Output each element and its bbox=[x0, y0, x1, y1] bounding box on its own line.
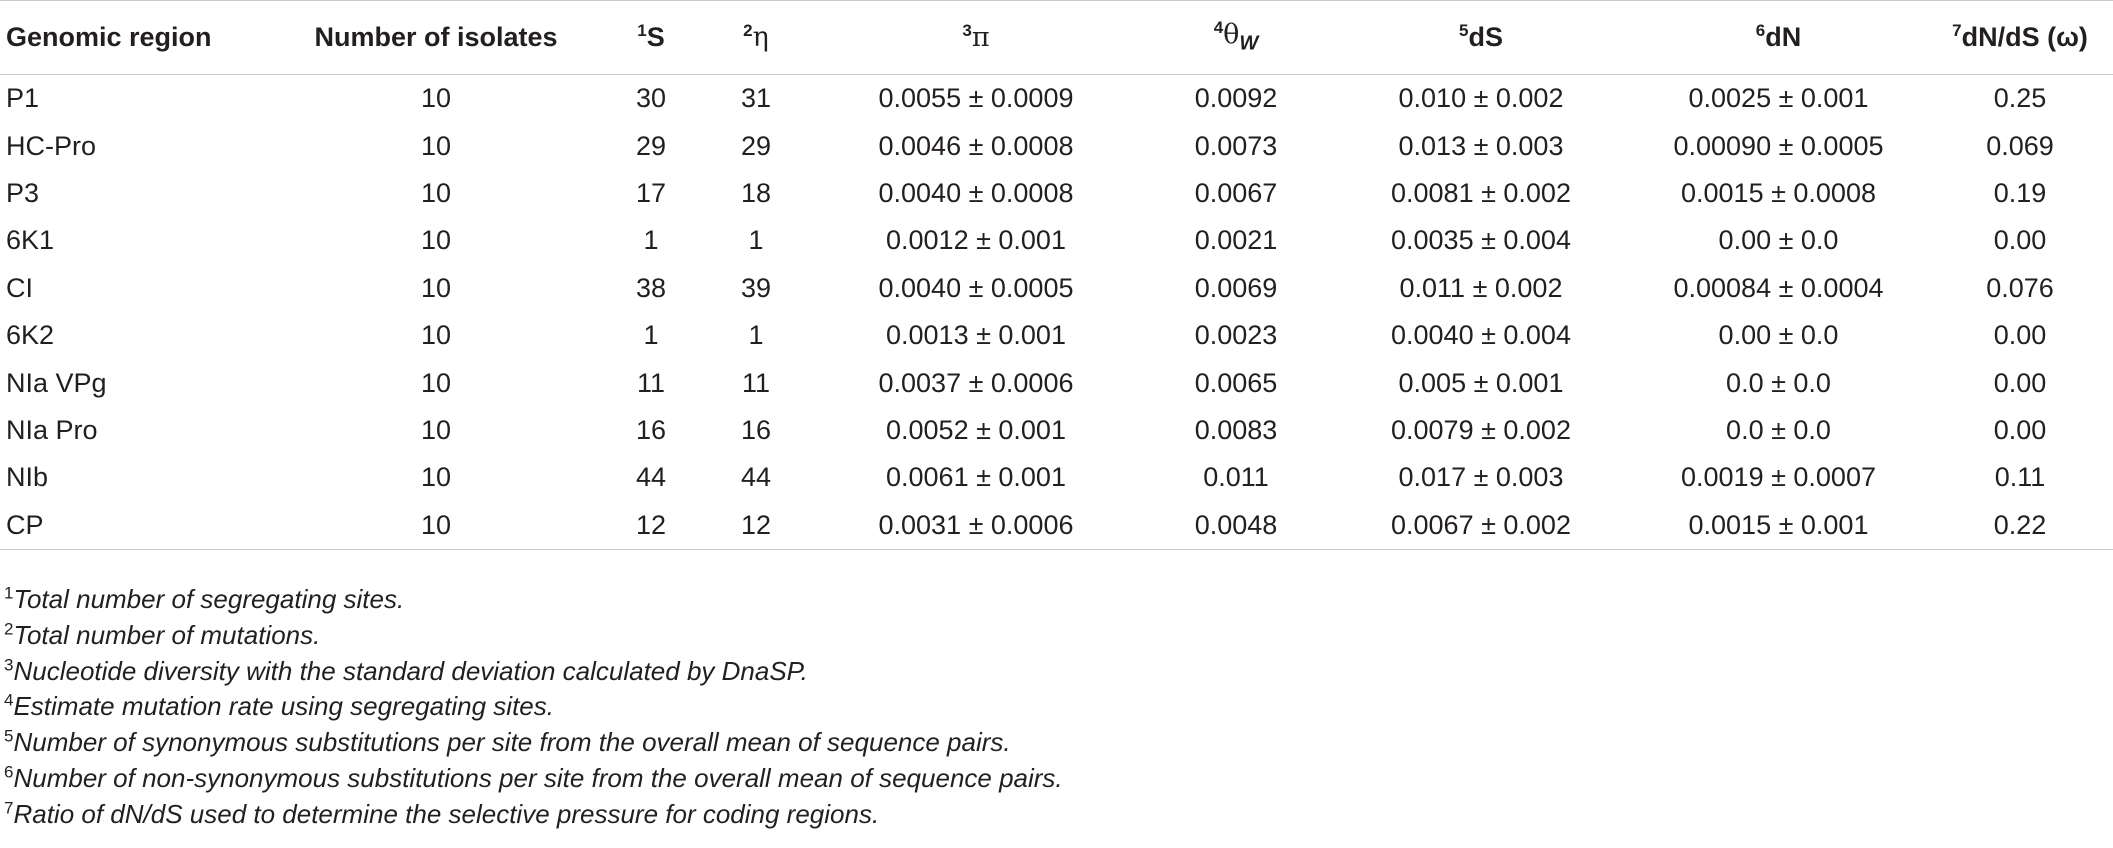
cell-dn: 0.0025 ± 0.001 bbox=[1688, 83, 1869, 114]
cell-ratio: 0.25 bbox=[1993, 83, 2047, 114]
cell-s: 1 bbox=[643, 225, 659, 256]
cell-s: 11 bbox=[636, 367, 666, 398]
cell-region: CI bbox=[6, 272, 33, 303]
cell-isolates: 10 bbox=[420, 367, 452, 398]
cell-s: 29 bbox=[635, 130, 667, 161]
cell-s: 16 bbox=[635, 414, 667, 445]
cell-eta: 39 bbox=[740, 272, 772, 303]
footnote: $^1$Total number of segregating sites. bbox=[4, 583, 405, 614]
header-dn: $^6$dN bbox=[1636, 1, 1921, 75]
cell-ratio: 0.11 bbox=[1994, 462, 2046, 493]
cell-theta: 0.0067 bbox=[1194, 177, 1278, 208]
footnote: $^6$Number of non-synonymous substitutions per site from the overall mean of sequence pairs. bbox=[4, 762, 1063, 793]
footnote: $^2$Total number of mutations. bbox=[4, 619, 321, 650]
cell-dn: 0.00 ± 0.0 bbox=[1718, 225, 1839, 256]
footnote: $^4$Estimate mutation rate using segregating sites. bbox=[4, 690, 554, 722]
header-ds: $^5$dS bbox=[1326, 1, 1636, 75]
cell-ratio: 0.00 bbox=[1993, 225, 2047, 256]
header-genomic-region: Genomic region bbox=[0, 1, 276, 75]
cell-isolates: 10 bbox=[420, 414, 452, 445]
cell-ds: 0.0040 ± 0.004 bbox=[1391, 320, 1571, 351]
cell-pi: 0.0046 ± 0.0008 bbox=[878, 130, 1074, 161]
cell-dn: 0.0 ± 0.0 bbox=[1726, 367, 1831, 398]
cell-region: 6K2 bbox=[6, 320, 55, 351]
cell-ratio: 0.069 bbox=[1986, 130, 2054, 161]
cell-region: 6K1 bbox=[6, 225, 55, 256]
cell-eta: 18 bbox=[740, 177, 772, 208]
table-row bbox=[0, 75, 2113, 123]
cell-s: 44 bbox=[635, 462, 667, 493]
cell-ds: 0.0035 ± 0.004 bbox=[1391, 225, 1571, 256]
cell-ds: 0.0079 ± 0.002 bbox=[1391, 414, 1571, 445]
footnote: $^7$Ratio of dN/dS used to determine the selective pressure for coding regions. bbox=[4, 798, 880, 829]
cell-theta: 0.0073 bbox=[1194, 130, 1278, 161]
cell-pi: 0.0040 ± 0.0008 bbox=[878, 177, 1074, 208]
table-row bbox=[0, 312, 2113, 359]
cell-dn: 0.00 ± 0.0 bbox=[1718, 320, 1839, 351]
cell-isolates: 10 bbox=[420, 272, 452, 303]
cell-dn: 0.00084 ± 0.0004 bbox=[1673, 272, 1884, 303]
cell-s: 38 bbox=[635, 272, 667, 303]
cell-theta: 0.011 bbox=[1203, 462, 1269, 493]
cell-ds: 0.011 ± 0.002 bbox=[1399, 272, 1563, 303]
cell-ds: 0.005 ± 0.001 bbox=[1398, 367, 1564, 398]
table-row bbox=[0, 170, 2113, 217]
cell-isolates: 10 bbox=[420, 320, 452, 351]
cell-eta: 1 bbox=[748, 320, 764, 351]
table-row bbox=[0, 407, 2113, 454]
cell-ds: 0.0081 ± 0.002 bbox=[1391, 177, 1571, 208]
cell-region: CP bbox=[0, 502, 276, 550]
cell-ratio: 0.00 bbox=[1993, 414, 2047, 445]
cell-ds: 0.0067 ± 0.002 bbox=[1326, 502, 1636, 550]
cell-dn: 0.0019 ± 0.0007 bbox=[1681, 462, 1876, 493]
header-dn-ds-ratio: $^7$dN/dS (ω) bbox=[1921, 1, 2113, 75]
cell-theta: 0.0092 bbox=[1194, 83, 1278, 114]
cell-eta: 12 bbox=[706, 502, 806, 550]
cell-ratio: 0.22 bbox=[1921, 502, 2113, 550]
cell-isolates: 10 bbox=[420, 130, 452, 161]
cell-isolates: 10 bbox=[420, 177, 452, 208]
table-row bbox=[0, 217, 2113, 264]
cell-region: NIa Pro bbox=[6, 414, 98, 445]
cell-isolates: 10 bbox=[420, 83, 452, 114]
cell-isolates: 10 bbox=[420, 225, 452, 256]
cell-theta: 0.0023 bbox=[1194, 320, 1278, 351]
cell-eta: 44 bbox=[740, 462, 772, 493]
cell-pi: 0.0013 ± 0.001 bbox=[886, 320, 1066, 351]
cell-isolates: 10 bbox=[276, 502, 596, 550]
table-row bbox=[0, 122, 2113, 169]
cell-ds: 0.010 ± 0.002 bbox=[1398, 83, 1564, 114]
cell-pi: 0.0040 ± 0.0005 bbox=[878, 272, 1074, 303]
cell-pi: 0.0055 ± 0.0009 bbox=[878, 83, 1074, 114]
cell-ds: 0.013 ± 0.003 bbox=[1398, 130, 1564, 161]
cell-pi: 0.0012 ± 0.001 bbox=[886, 225, 1066, 256]
cell-region: HC-Pro bbox=[6, 130, 97, 161]
table-row bbox=[0, 359, 2113, 406]
cell-pi: 0.0037 ± 0.0006 bbox=[878, 367, 1074, 398]
header-theta-w: $^4\theta_W$ bbox=[1146, 1, 1326, 75]
cell-eta: 31 bbox=[740, 83, 772, 114]
header-eta: $^2$η bbox=[706, 1, 806, 75]
footnote: $^3$Nucleotide diversity with the standard deviation calculated by DnaSP. bbox=[4, 654, 808, 686]
cell-dn: 0.0015 ± 0.0008 bbox=[1681, 177, 1876, 208]
cell-region: NIa VPg bbox=[6, 367, 107, 398]
table-footnotes bbox=[4, 582, 1063, 833]
cell-ratio: 0.19 bbox=[1993, 177, 2047, 208]
cell-dn: 0.0 ± 0.0 bbox=[1726, 414, 1831, 445]
cell-isolates: 10 bbox=[420, 462, 452, 493]
cell-eta: 1 bbox=[748, 225, 764, 256]
cell-ds: 0.017 ± 0.003 bbox=[1398, 462, 1564, 493]
table-row bbox=[0, 502, 2113, 550]
cell-ratio: 0.00 bbox=[1993, 320, 2047, 351]
cell-theta: 0.0065 bbox=[1194, 367, 1278, 398]
cell-s: 1 bbox=[643, 320, 659, 351]
table-row bbox=[0, 265, 2113, 312]
cell-dn: 0.0015 ± 0.001 bbox=[1636, 502, 1921, 550]
cell-region: P1 bbox=[6, 83, 40, 114]
cell-s: 30 bbox=[635, 83, 667, 114]
cell-eta: 16 bbox=[740, 414, 772, 445]
header-pi: $^3$π bbox=[806, 1, 1146, 75]
cell-ratio: 0.00 bbox=[1993, 367, 2047, 398]
cell-eta: 29 bbox=[740, 130, 772, 161]
cell-pi: 0.0031 ± 0.0006 bbox=[806, 502, 1146, 550]
table-row bbox=[0, 454, 2113, 501]
cell-ratio: 0.076 bbox=[1986, 272, 2054, 303]
cell-pi: 0.0061 ± 0.001 bbox=[886, 462, 1066, 493]
cell-region: P3 bbox=[6, 177, 40, 208]
cell-dn: 0.00090 ± 0.0005 bbox=[1673, 130, 1884, 161]
cell-theta: 0.0021 bbox=[1194, 225, 1278, 256]
cell-s: 17 bbox=[635, 177, 667, 208]
table-header-row bbox=[0, 1, 2113, 75]
cell-eta: 11 bbox=[741, 367, 771, 398]
cell-pi: 0.0052 ± 0.001 bbox=[886, 414, 1066, 445]
cell-s: 12 bbox=[596, 502, 706, 550]
cell-theta: 0.0069 bbox=[1194, 272, 1278, 303]
header-number-of-isolates: Number of isolates bbox=[276, 1, 596, 75]
cell-theta: 0.0083 bbox=[1194, 414, 1278, 445]
footnote: $^5$Number of synonymous substitutions per site from the overall mean of sequence pairs. bbox=[4, 726, 1011, 758]
cell-theta: 0.0048 bbox=[1146, 502, 1326, 550]
header-s: $^1$S bbox=[596, 1, 706, 75]
cell-region: NIb bbox=[6, 462, 49, 493]
